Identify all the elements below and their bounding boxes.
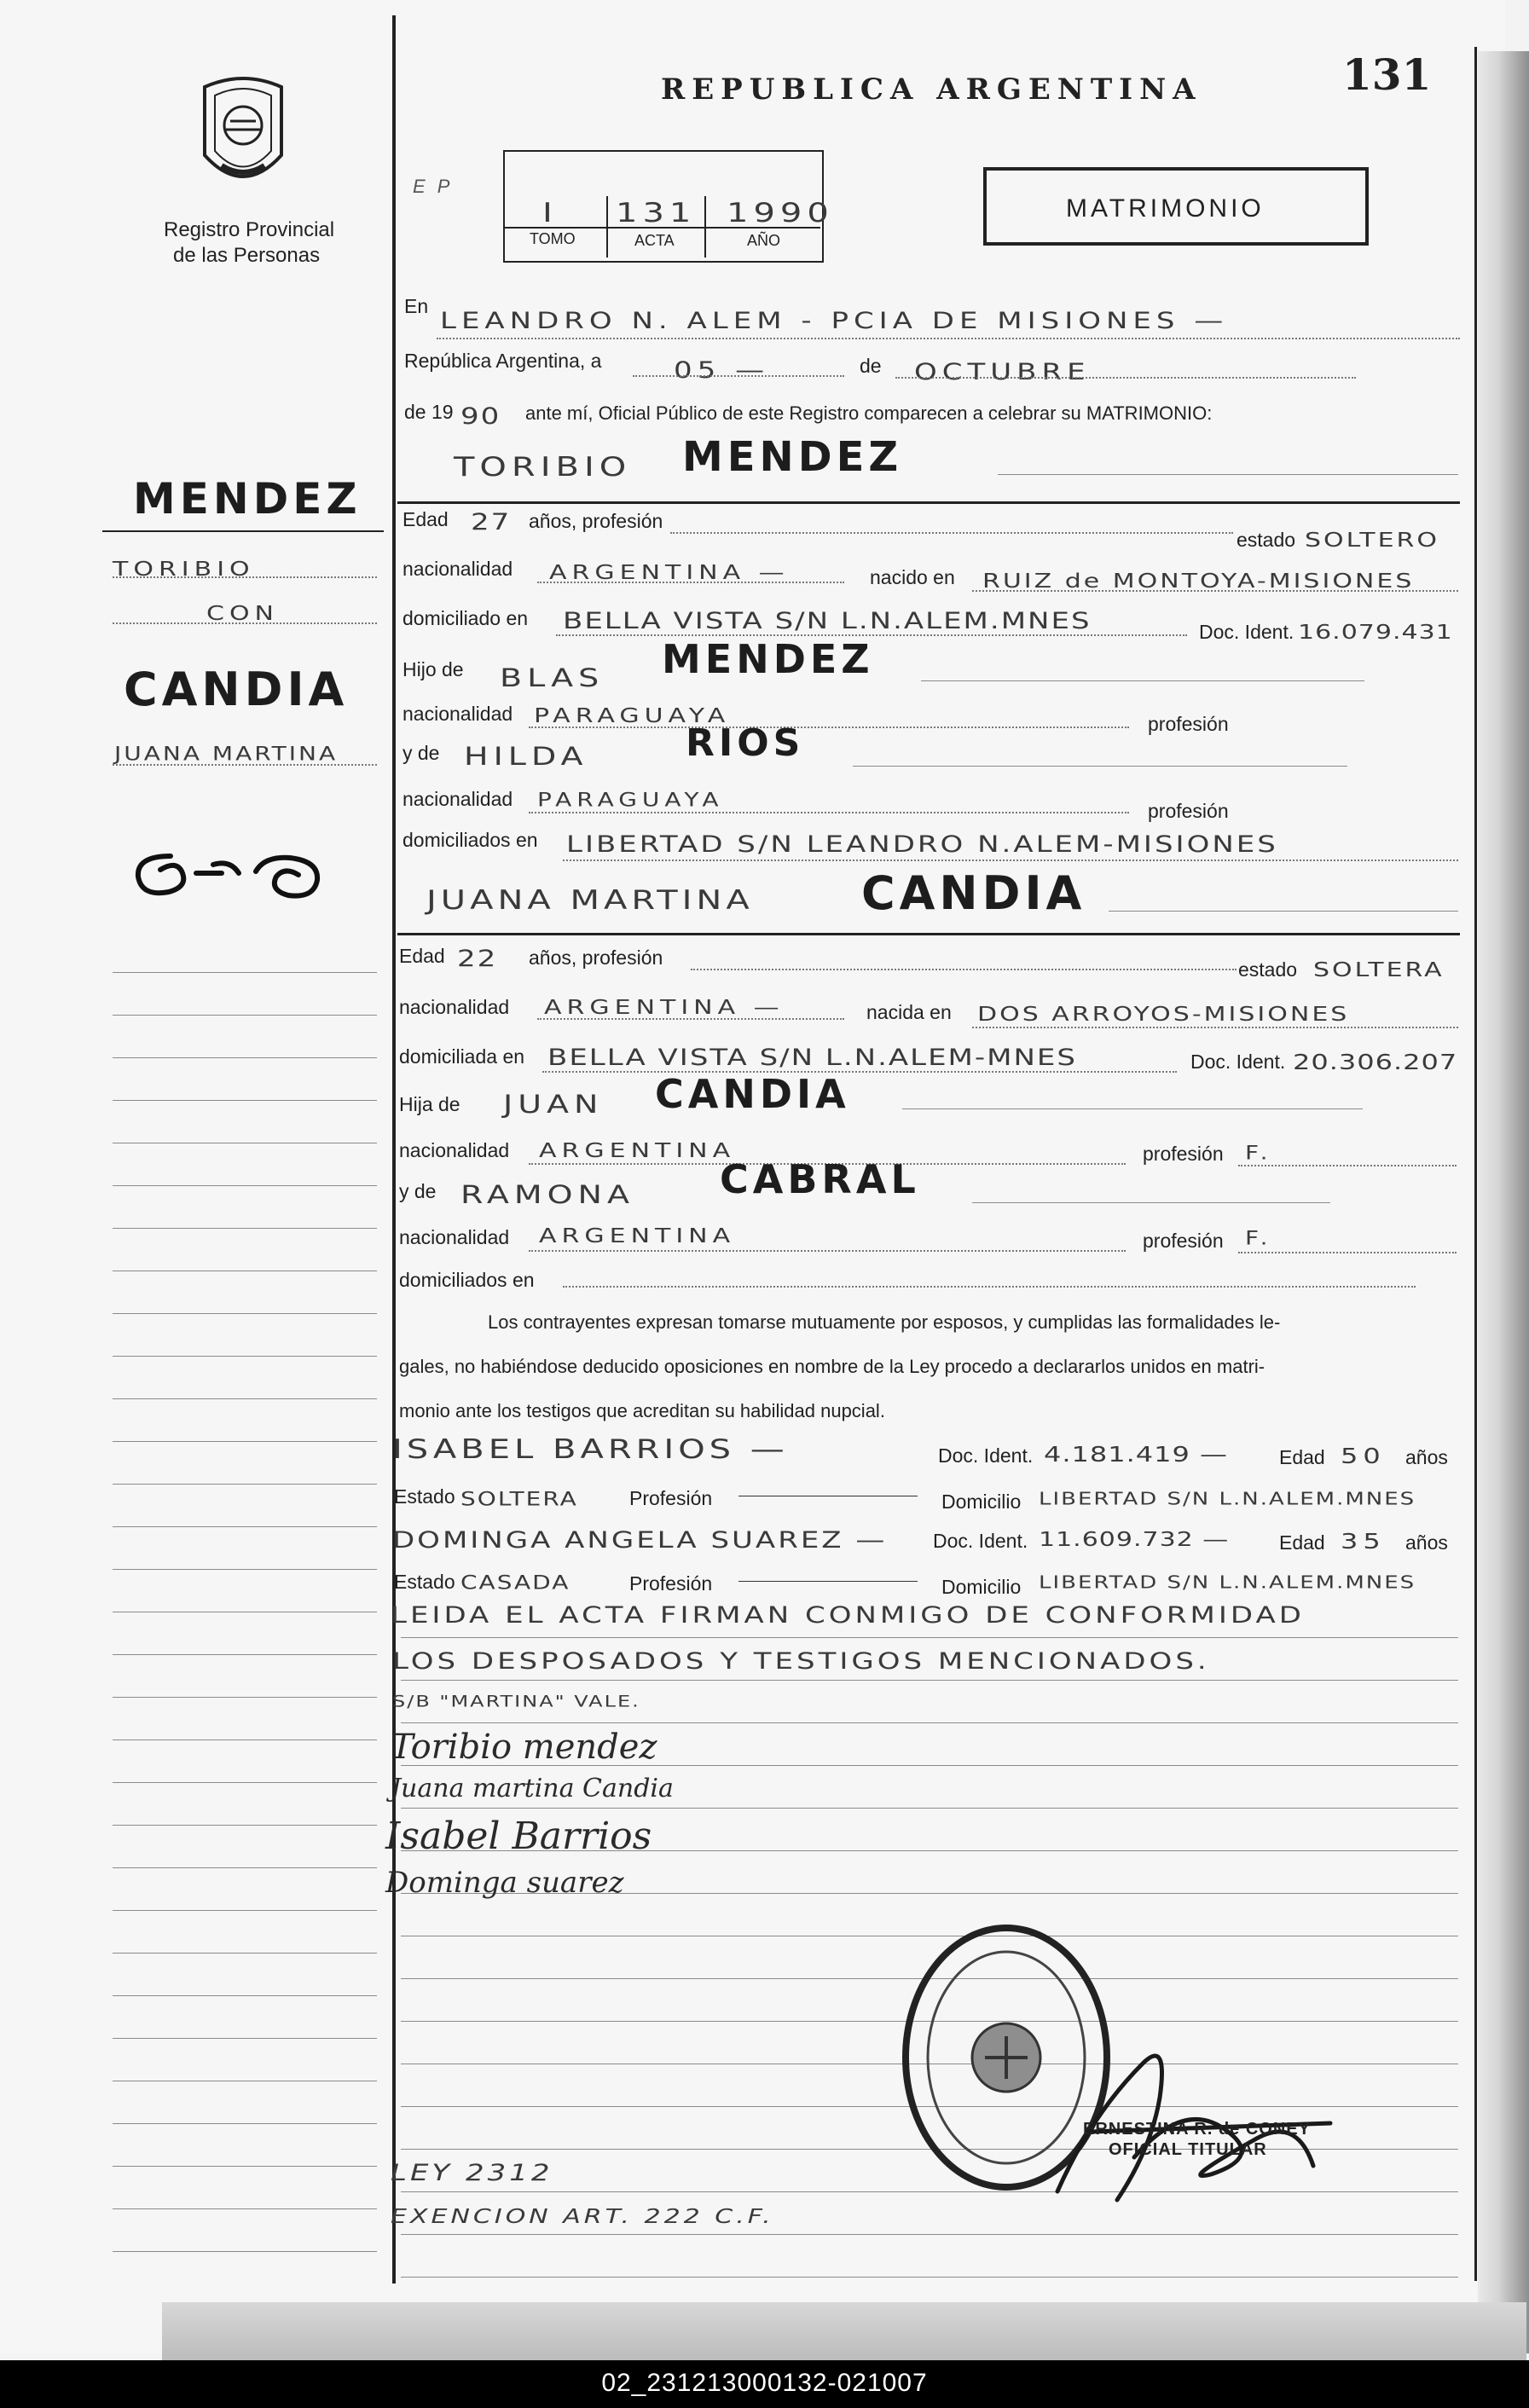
registry-name-line1: Registro Provincial	[164, 218, 335, 241]
margin-dotted-line	[113, 622, 377, 624]
groom-domiciliados-label: domiciliados en	[403, 829, 538, 851]
bride-mother-nac-value: ARGENTINA	[539, 1224, 736, 1247]
bride-edad-value: 22	[457, 945, 498, 972]
ruled-line	[401, 2277, 1458, 2278]
ruled-line	[113, 1526, 377, 1527]
ruled-line	[113, 1953, 377, 1954]
signature-witness2: Dominga suarez	[385, 1866, 624, 1900]
notes-line3: S/B "MARTINA" VALE.	[392, 1692, 640, 1710]
margin-dotted-line	[113, 764, 377, 766]
bride-nac-value: ARGENTINA —	[544, 995, 785, 1019]
ruled-line	[113, 1313, 377, 1314]
registry-name-line2: de las Personas	[173, 244, 321, 267]
bride-nac-dots	[537, 1018, 844, 1020]
page-bottom-shadow	[162, 2302, 1526, 2362]
ruled-line	[113, 1739, 377, 1740]
witness2-profesion-line	[738, 1581, 918, 1582]
groom-nacido-dots	[972, 590, 1458, 592]
groom-father-surname: MENDEZ	[662, 636, 874, 682]
left-margin-rule	[392, 15, 396, 2284]
declaration-line3: monio ante los testigos que acreditan su habilidad nupcial.	[399, 1400, 885, 1421]
ruled-line	[401, 1722, 1458, 1723]
bride-nacida-value: DOS ARROYOS-MISIONES	[977, 1002, 1350, 1026]
ruled-line	[113, 972, 377, 973]
ruled-line	[401, 1637, 1458, 1638]
official-name: ERNESTINA R. de CONEY	[1083, 2120, 1311, 2139]
groom-anos-profesion: años, profesión	[529, 510, 663, 532]
day-value: 05 —	[674, 356, 770, 384]
tomo-label: TOMO	[530, 230, 576, 247]
groom-yde-label: y de	[403, 742, 440, 764]
bride-yde-label: y de	[399, 1180, 437, 1202]
bride-name-surname: CANDIA	[861, 866, 1086, 920]
acta-value: 131	[616, 198, 697, 229]
groom-mother-given: HILDA	[464, 741, 588, 771]
day-dots	[633, 375, 844, 377]
groom-mother-surname: RIOS	[686, 721, 805, 765]
month-value: OCTUBRE	[914, 358, 1091, 385]
witness1-estado-value: SOLTERA	[460, 1488, 578, 1510]
republica-label: República Argentina, a	[404, 350, 602, 372]
bride-father-nac-label: nacionalidad	[399, 1139, 510, 1161]
ruled-line	[401, 1808, 1458, 1809]
bride-hija-label: Hija de	[399, 1093, 460, 1115]
margin-con: CON	[206, 601, 280, 625]
ruled-line	[113, 1867, 377, 1868]
ruled-line	[113, 2038, 377, 2039]
act-type-label: MATRIMONIO	[1066, 194, 1265, 223]
ruled-line	[113, 1100, 377, 1101]
country-heading: REPUBLICA ARGENTINA	[661, 72, 1202, 107]
groom-domiciliados-dots	[563, 860, 1458, 861]
margin-surname-bride: CANDIA	[124, 663, 349, 716]
witness2-edad-label: Edad	[1279, 1531, 1325, 1554]
bride-domicilio-label: domiciliada en	[399, 1045, 525, 1068]
witness2-edad-value: 35	[1341, 1528, 1386, 1554]
groom-domicilio-value: BELLA VISTA S/N L.N.ALEM.MNES	[563, 607, 1092, 634]
month-dots	[895, 377, 1356, 379]
groom-mother-prof-label: profesión	[1148, 800, 1229, 822]
bride-mother-prof-value: F.	[1245, 1227, 1273, 1249]
ruled-line	[113, 1654, 377, 1655]
groom-estado-value: SOLTERO	[1305, 528, 1439, 552]
groom-mother-nac-label: nacionalidad	[403, 788, 513, 810]
bride-mother-prof-label: profesión	[1143, 1230, 1224, 1252]
bride-father-nac-value: ARGENTINA	[539, 1138, 736, 1162]
bride-father-prof-label: profesión	[1143, 1143, 1224, 1165]
bride-domiciliados-label: domiciliados en	[399, 1269, 535, 1291]
groom-domiciliados-value: LIBERTAD S/N LEANDRO N.ALEM-MISIONES	[566, 831, 1278, 858]
groom-mother-nac-value: PARAGUAYA	[537, 789, 724, 811]
bride-estado-label: estado	[1238, 958, 1298, 981]
witness2-domicilio-label: Domicilio	[941, 1576, 1022, 1598]
groom-nac-label: nacionalidad	[403, 558, 513, 580]
groom-nacido-label: nacido en	[870, 566, 955, 588]
witness2-domicilio-value: LIBERTAD S/N L.N.ALEM.MNES	[1039, 1572, 1416, 1593]
declaration-line2: gales, no habiéndose deducido oposiciones en nombre de la Ley procedo a declararlos unidos en matri-	[399, 1356, 1265, 1377]
witness1-domicilio-value: LIBERTAD S/N L.N.ALEM.MNES	[1039, 1489, 1416, 1509]
bride-mother-nac-label: nacionalidad	[399, 1226, 510, 1248]
bride-domicilio-dots	[542, 1071, 1177, 1073]
year-prefix-label: de 19	[404, 401, 454, 423]
place-dots	[437, 338, 1460, 339]
year-suffix-value: 90	[460, 402, 501, 430]
witness1-name: ISABEL BARRIOS —	[392, 1434, 789, 1465]
mother-fill-line	[853, 766, 1347, 767]
section-rule-2	[397, 933, 1460, 935]
witness2-anos-label: años	[1405, 1531, 1448, 1554]
provincial-emblem-icon	[196, 70, 290, 198]
ruled-line	[113, 1782, 377, 1783]
ruled-line	[113, 1057, 377, 1058]
ruled-line	[113, 2123, 377, 2124]
bride-father-surname: CANDIA	[655, 1071, 850, 1117]
bride-edad-label: Edad	[399, 945, 445, 967]
witness1-anos-label: años	[1405, 1446, 1448, 1468]
groom-nac-value: ARGENTINA —	[549, 560, 790, 584]
bride-mother-nac-dots	[529, 1250, 1126, 1252]
bride-domicilio-value: BELLA VISTA S/N L.N.ALEM-MNES	[547, 1044, 1077, 1071]
ruled-line	[113, 1569, 377, 1570]
statement-text: ante mí, Oficial Público de este Registro comparecen a celebrar su MATRIMONIO:	[525, 402, 1213, 424]
groom-father-nac-label: nacionalidad	[403, 703, 513, 725]
bride-nacida-label: nacida en	[866, 1001, 952, 1023]
margin-rule	[102, 530, 384, 532]
bride-estado-value: SOLTERA	[1313, 958, 1445, 981]
official-title: OFICIAL TITULAR	[1109, 2140, 1267, 2159]
groom-name-surname: MENDEZ	[682, 433, 903, 481]
footer-image-id: 02_231213000132-021007	[601, 2369, 928, 2397]
ruled-line	[113, 1228, 377, 1229]
bride-mother-fill-line	[972, 1202, 1330, 1203]
witness1-domicilio-label: Domicilio	[941, 1491, 1022, 1513]
ruled-line	[113, 1356, 377, 1357]
right-margin-rule	[1474, 47, 1477, 2281]
margin-dotted-line	[113, 576, 377, 578]
witness2-profesion-label: Profesión	[629, 1572, 713, 1595]
bride-domiciliados-dots	[563, 1286, 1416, 1288]
bride-nacida-dots	[972, 1027, 1458, 1028]
month-de-label: de	[860, 355, 882, 377]
witness1-doc-value: 4.181.419 —	[1044, 1441, 1229, 1467]
ruled-line	[113, 1910, 377, 1911]
signature-bride: Juana martina Candia	[391, 1774, 674, 1803]
witness2-name: DOMINGA ANGELA SUAREZ —	[392, 1526, 888, 1554]
witness2-estado-label: Estado	[394, 1571, 455, 1593]
margin-given-bride: JUANA MARTINA	[114, 743, 339, 765]
groom-profesion-dots	[670, 532, 1233, 534]
bride-father-prof-dots	[1238, 1165, 1457, 1166]
page-number: 131	[1342, 49, 1432, 100]
margin-surname-groom: MENDEZ	[133, 474, 362, 524]
bride-father-fill-line	[902, 1108, 1363, 1109]
margin-given-groom: TORIBIO	[113, 557, 255, 581]
bride-father-given: JUAN	[503, 1089, 604, 1119]
ruled-line	[113, 1995, 377, 1996]
groom-mother-nac-dots	[529, 812, 1129, 813]
place-value: LEANDRO N. ALEM - PCIA DE MISIONES —	[440, 307, 1229, 334]
ruled-line	[113, 1015, 377, 1016]
bride-name-given: JUANA MARTINA	[426, 885, 754, 916]
bride-father-prof-value: F.	[1245, 1142, 1273, 1164]
notes-line1: LEIDA EL ACTA FIRMAN CONMIGO DE CONFORMIDAD	[391, 1601, 1305, 1629]
exencion-note: EXENCION ART. 222 C.F.	[391, 2204, 774, 2228]
witness1-estado-label: Estado	[394, 1485, 455, 1508]
ruled-line	[113, 1398, 377, 1399]
groom-father-prof-label: profesión	[1148, 713, 1229, 735]
signature-groom: Toribio mendez	[391, 1728, 657, 1767]
ruled-line	[113, 2251, 377, 2252]
signature-witness1: Isabel Barrios	[385, 1815, 652, 1858]
witness1-edad-value: 50	[1341, 1443, 1386, 1468]
witness2-doc-value: 11.609.732 —	[1039, 1527, 1230, 1551]
bride-doc-value: 20.306.207	[1293, 1049, 1458, 1074]
witness1-doc-label: Doc. Ident.	[938, 1444, 1034, 1467]
en-label: En	[404, 295, 429, 317]
father-fill-line	[921, 680, 1364, 681]
ruled-line	[113, 2208, 377, 2209]
flourish-icon	[128, 839, 333, 904]
anio-value: 1990	[727, 198, 834, 229]
ep-note: E P	[413, 176, 454, 197]
ruled-line	[113, 1484, 377, 1485]
ruled-line	[113, 2166, 377, 2167]
ruled-line	[113, 1441, 377, 1442]
groom-nacido-value: RUIZ de MONTOYA-MISIONES	[982, 569, 1415, 593]
page-edge-shadow	[1478, 51, 1529, 2353]
groom-father-nac-dots	[529, 726, 1129, 728]
witness2-doc-label: Doc. Ident.	[933, 1530, 1028, 1552]
groom-nac-dots	[537, 582, 844, 583]
tomo-value: I	[542, 198, 558, 229]
bride-profesion-dots	[691, 969, 1237, 970]
witness1-edad-label: Edad	[1279, 1446, 1325, 1468]
declaration-line1: Los contrayentes expresan tomarse mutuamente por esposos, y cumplidas las formalidades le-	[488, 1311, 1281, 1333]
ruled-line	[113, 1185, 377, 1186]
witness2-estado-value: CASADA	[460, 1572, 570, 1594]
groom-father-given: BLAS	[500, 663, 605, 692]
bride-mother-prof-dots	[1238, 1252, 1457, 1253]
groom-hijo-label: Hijo de	[403, 658, 464, 680]
anio-label: AÑO	[747, 232, 781, 249]
ruled-line	[113, 1697, 377, 1698]
groom-edad-value: 27	[471, 508, 512, 535]
bride-anos-profesion: años, profesión	[529, 946, 663, 969]
ley-note: LEY 2312	[391, 2159, 553, 2186]
groom-doc-label: Doc. Ident.	[1199, 621, 1294, 643]
ruled-line	[113, 1825, 377, 1826]
groom-edad-label: Edad	[403, 508, 449, 530]
bride-mother-given: RAMONA	[460, 1179, 634, 1209]
bride-mother-surname: CABRAL	[720, 1156, 920, 1202]
groom-estado-label: estado	[1237, 529, 1296, 551]
section-rule	[397, 501, 1460, 504]
groom-doc-value: 16.079.431	[1298, 620, 1453, 644]
ruled-line	[401, 1680, 1458, 1681]
groom-domicilio-label: domiciliado en	[403, 607, 529, 629]
name-fill-line	[998, 474, 1458, 475]
ruled-line	[401, 2234, 1458, 2235]
groom-name-given: TORIBIO	[454, 452, 632, 483]
bride-name-fill-line	[1109, 911, 1458, 912]
notes-line2: LOS DESPOSADOS Y TESTIGOS MENCIONADOS.	[392, 1647, 1210, 1675]
groom-father-nac-value: PARAGUAYA	[534, 703, 731, 727]
acta-label: ACTA	[634, 232, 675, 249]
bride-nac-label: nacionalidad	[399, 996, 510, 1018]
witness1-profesion-label: Profesión	[629, 1487, 713, 1509]
bride-doc-label: Doc. Ident.	[1190, 1051, 1286, 1073]
